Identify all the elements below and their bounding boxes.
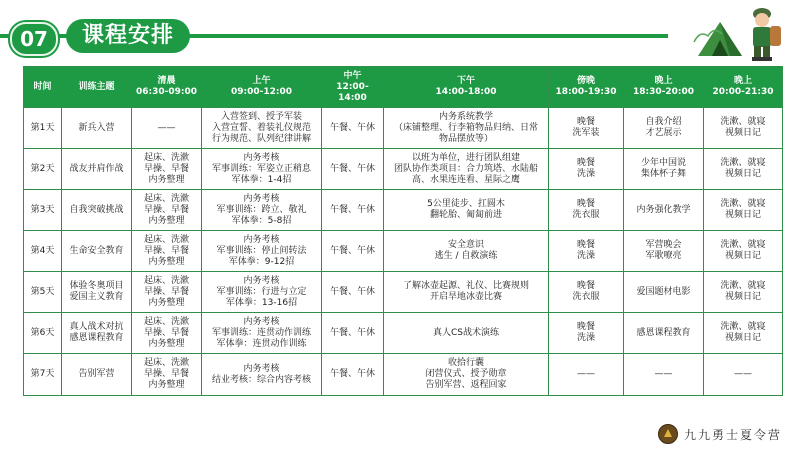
table-cell: 安全意识 逃生 / 自救演练: [384, 231, 549, 272]
header-cell: 训练主题: [62, 67, 132, 108]
table-cell: 起床、洗漱 早操、早餐 内务整理: [132, 149, 202, 190]
table-cell: 入营签到、授予军装 入营宣誓、着装礼仪规范 行为规范、队列纪律讲解: [202, 108, 322, 149]
table-cell: 晚餐 洗澡: [549, 313, 624, 354]
table-cell: 第3天: [24, 190, 62, 231]
table-cell: 真人CS战术演练: [384, 313, 549, 354]
table-row: [24, 108, 783, 149]
table-cell: 军营晚会 军歌嘹亮: [624, 231, 704, 272]
table-cell: 起床、洗漱 早操、早餐 内务整理: [132, 354, 202, 396]
table-cell: 洗漱、就寝 视频日记: [704, 108, 783, 149]
table-cell: 晚餐 洗衣服: [549, 190, 624, 231]
table-cell: 第2天: [24, 149, 62, 190]
header-cell: 上午 09:00-12:00: [202, 67, 322, 108]
table-cell: 告别军营: [62, 354, 132, 396]
table-cell: 了解冰壶起源、礼仪、比赛规则 开启旱地冰壶比赛: [384, 272, 549, 313]
header-cell: 晚上 20:00-21:30: [704, 67, 783, 108]
table-cell: 午餐、午休: [322, 231, 384, 272]
camper-with-tent-icon: [690, 0, 790, 62]
table-row: [24, 272, 783, 313]
header-cell: 晚上 18:30-20:00: [624, 67, 704, 108]
table-cell: 洗漱、就寝 视频日记: [704, 149, 783, 190]
brand-name: 九九勇士夏令营: [683, 427, 782, 442]
brand-logo-icon: [658, 424, 678, 444]
table-cell: 第1天: [24, 108, 62, 149]
table-row: [24, 231, 783, 272]
table-cell: 自我介绍 才艺展示: [624, 108, 704, 149]
table-header-row: [24, 67, 783, 108]
header-cell: 中午 12:00-14:00: [322, 67, 384, 108]
table-cell: 生命安全教育: [62, 231, 132, 272]
page-title: 课程安排: [66, 19, 190, 53]
table-cell: 第7天: [24, 354, 62, 396]
header-cell: 时间: [24, 67, 62, 108]
table-cell: 战友并肩作战: [62, 149, 132, 190]
header-cell: 傍晚 18:00-19:30: [549, 67, 624, 108]
table-cell: 午餐、午休: [322, 272, 384, 313]
table-row: [24, 190, 783, 231]
table-cell: 以班为单位，进行团队组建 团队协作类项目：合力筑塔、水陆船 高、水果连连看、星际之鹰: [384, 149, 549, 190]
table-cell: 起床、洗漱 早操、早餐 内务整理: [132, 231, 202, 272]
table-cell: 新兵入营: [62, 108, 132, 149]
table-cell: ——: [624, 354, 704, 396]
table-cell: ——: [132, 108, 202, 149]
table-cell: 自我突破挑战: [62, 190, 132, 231]
table-cell: 午餐、午休: [322, 190, 384, 231]
table-cell: 第6天: [24, 313, 62, 354]
table-cell: 内务考核 军事训练：跨立、敬礼 军体拳：5-8招: [202, 190, 322, 231]
table-cell: 内务考核 军事训练：行进与立定 军体拳：13-16招: [202, 272, 322, 313]
table-cell: 洗漱、就寝 视频日记: [704, 272, 783, 313]
table-cell: 午餐、午休: [322, 108, 384, 149]
table-cell: 体验冬奥项目 爱国主义教育: [62, 272, 132, 313]
header-cell: 清晨 06:30-09:00: [132, 67, 202, 108]
table-cell: 午餐、午休: [322, 354, 384, 396]
table-cell: 洗漱、就寝 视频日记: [704, 190, 783, 231]
table-cell: 起床、洗漱 早操、早餐 内务整理: [132, 190, 202, 231]
table-cell: 内务系统教学 （床铺整理、行李箱物品归纳、日常 物品摆放等）: [384, 108, 549, 149]
table-cell: 爱国题材电影: [624, 272, 704, 313]
table-cell: 晚餐 洗军装: [549, 108, 624, 149]
table-cell: 第4天: [24, 231, 62, 272]
schedule-table: [23, 66, 783, 396]
table-cell: 少年中国说 集体杯子舞: [624, 149, 704, 190]
footer-brand: [658, 424, 782, 444]
table-cell: 真人战术对抗 感恩课程教育: [62, 313, 132, 354]
table-cell: 收拾行囊 闭营仪式、授予勋章 告别军营、返程回家: [384, 354, 549, 396]
table-row: [24, 313, 783, 354]
table-cell: 晚餐 洗澡: [549, 149, 624, 190]
table-row: [24, 149, 783, 190]
table-cell: 晚餐 洗澡: [549, 231, 624, 272]
table-row: [24, 354, 783, 396]
table-cell: 5公里徒步、扛圆木 翻轮胎、匍匐前进: [384, 190, 549, 231]
table-cell: 起床、洗漱 早操、早餐 内务整理: [132, 313, 202, 354]
table-cell: 内务考核 结业考核：综合内容考核: [202, 354, 322, 396]
table-cell: ——: [549, 354, 624, 396]
table-cell: ——: [704, 354, 783, 396]
table-cell: 晚餐 洗衣服: [549, 272, 624, 313]
table-cell: 内务考核 军事训练：连贯动作训练 军体拳：连贯动作训练: [202, 313, 322, 354]
header-cell: 下午 14:00-18:00: [384, 67, 549, 108]
table-cell: 洗漱、就寝 视频日记: [704, 313, 783, 354]
table-cell: 午餐、午休: [322, 149, 384, 190]
table-cell: 内务考核 军事训练：军姿立正稍息 军体拳：1-4招: [202, 149, 322, 190]
table-cell: 起床、洗漱 早操、早餐 内务整理: [132, 272, 202, 313]
table-cell: 第5天: [24, 272, 62, 313]
table-cell: 内务强化教学: [624, 190, 704, 231]
table-cell: 洗漱、就寝 视频日记: [704, 231, 783, 272]
table-cell: 感恩课程教育: [624, 313, 704, 354]
table-cell: 内务考核 军事训练：停止间转法 军体拳：9-12招: [202, 231, 322, 272]
table-cell: 午餐、午休: [322, 313, 384, 354]
section-number-badge: 07: [10, 22, 58, 56]
